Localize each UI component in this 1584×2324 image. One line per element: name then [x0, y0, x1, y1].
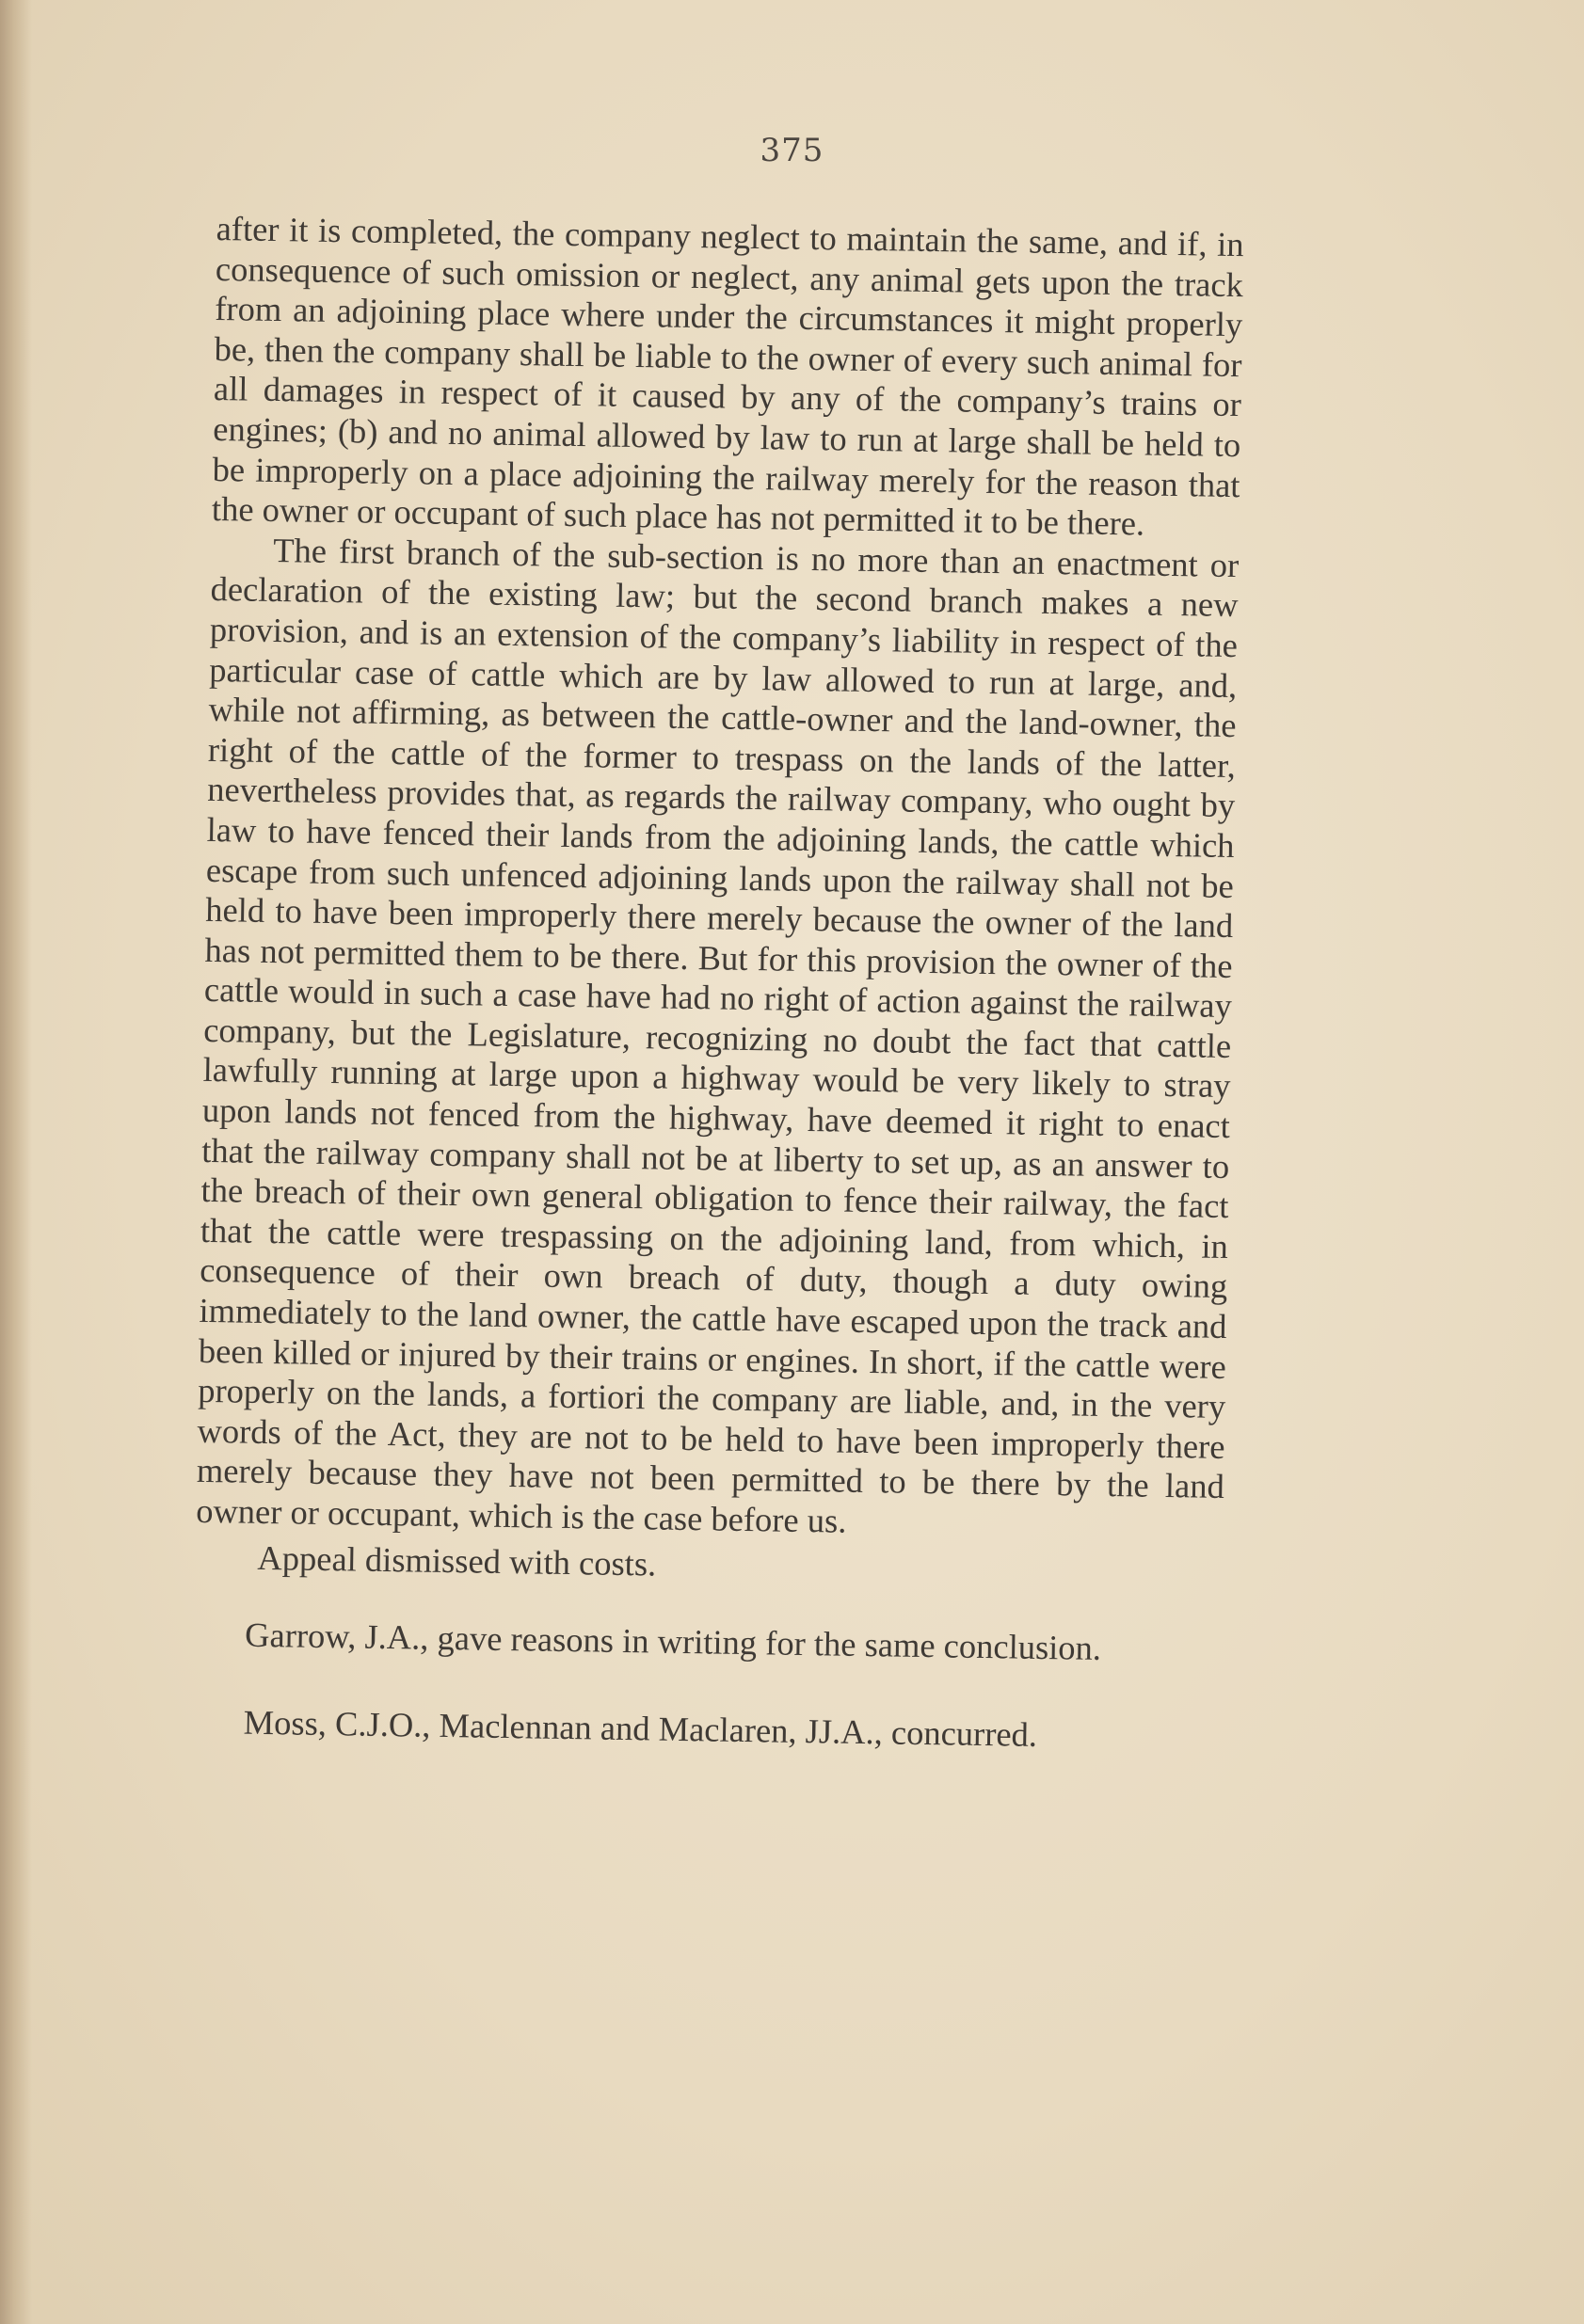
- paragraph-judgment-reasoning: The first branch of the sub-section is no more than an enactment or declaration of the existing law; but the second branch makes a new provision, and is an extension of the company’s liability in respect of the particular case of cattle which are by law allowed to run at large, and, while not affirming, as between the cattle-owner and the land-owner, the right of the cattle of the former to trespass on the lands of the latter, nevertheless provides that, as regards the railway company, who ought by law to have fenced their lands from the adjoining lands, the cattle which escape from such unfenced adjoining lands upon the railway shall not be held to have been improperly there merely because the owner of the land has not permitted them to be there. But for this provision the owner of the cattle would in such a case have had no right of action against the railway company, but the Legislature, recognizing no doubt the fact that cattle lawfully running at large upon a highway would be very likely to stray upon lands not fenced from the highway, have deemed it right to enact that the railway company shall not be at liberty to set up, as an answer to the breach of their own general obligation to fence their railway, the fact that the cattle were trespassing on the adjoining land, from which, in consequence of their own breach of duty, though a duty owing immediately to the land owner, the cattle have escaped upon the track and been killed or injured by their trains or engines. In short, if the cattle were properly on the lands, a fortiori the company are liable, and, in the very words of the Act, they are not to be held to have been improperly there merely because they have not been permitted to be there by the land owner or occupant, which is the case before us.: [195, 530, 1240, 1540]
- body-text: [192, 209, 1243, 1758]
- paragraph-statute-text: after it is completed, the company neglect to maintain the same, and if, in consequence of such omission or neglect, any animal gets upon the track from an adjoining place where under the circumstances it might properly be, then the company shall be liable to the owner of every such animal for all damages in respect of it caused by any of the company’s trains or engines; (b) and no animal allowed by law to run at large shall be held to be improperly on a place adjoining the railway merely for the reason that the owner or occupant of such place has not permitted it to be there.: [211, 209, 1244, 543]
- paragraph-garrow-concurrence: Garrow, J.A., gave reasons in writing for the same conclusion.: [244, 1615, 1102, 1668]
- paragraph-moss-concurrence: Moss, C.J.O., Maclennan and Maclaren, JJ.A., concurred.: [243, 1702, 1038, 1754]
- paragraph-disposition: Appeal dismissed with costs.: [257, 1537, 657, 1584]
- page-number: 375: [760, 132, 824, 169]
- binding-shadow: [0, 0, 32, 2324]
